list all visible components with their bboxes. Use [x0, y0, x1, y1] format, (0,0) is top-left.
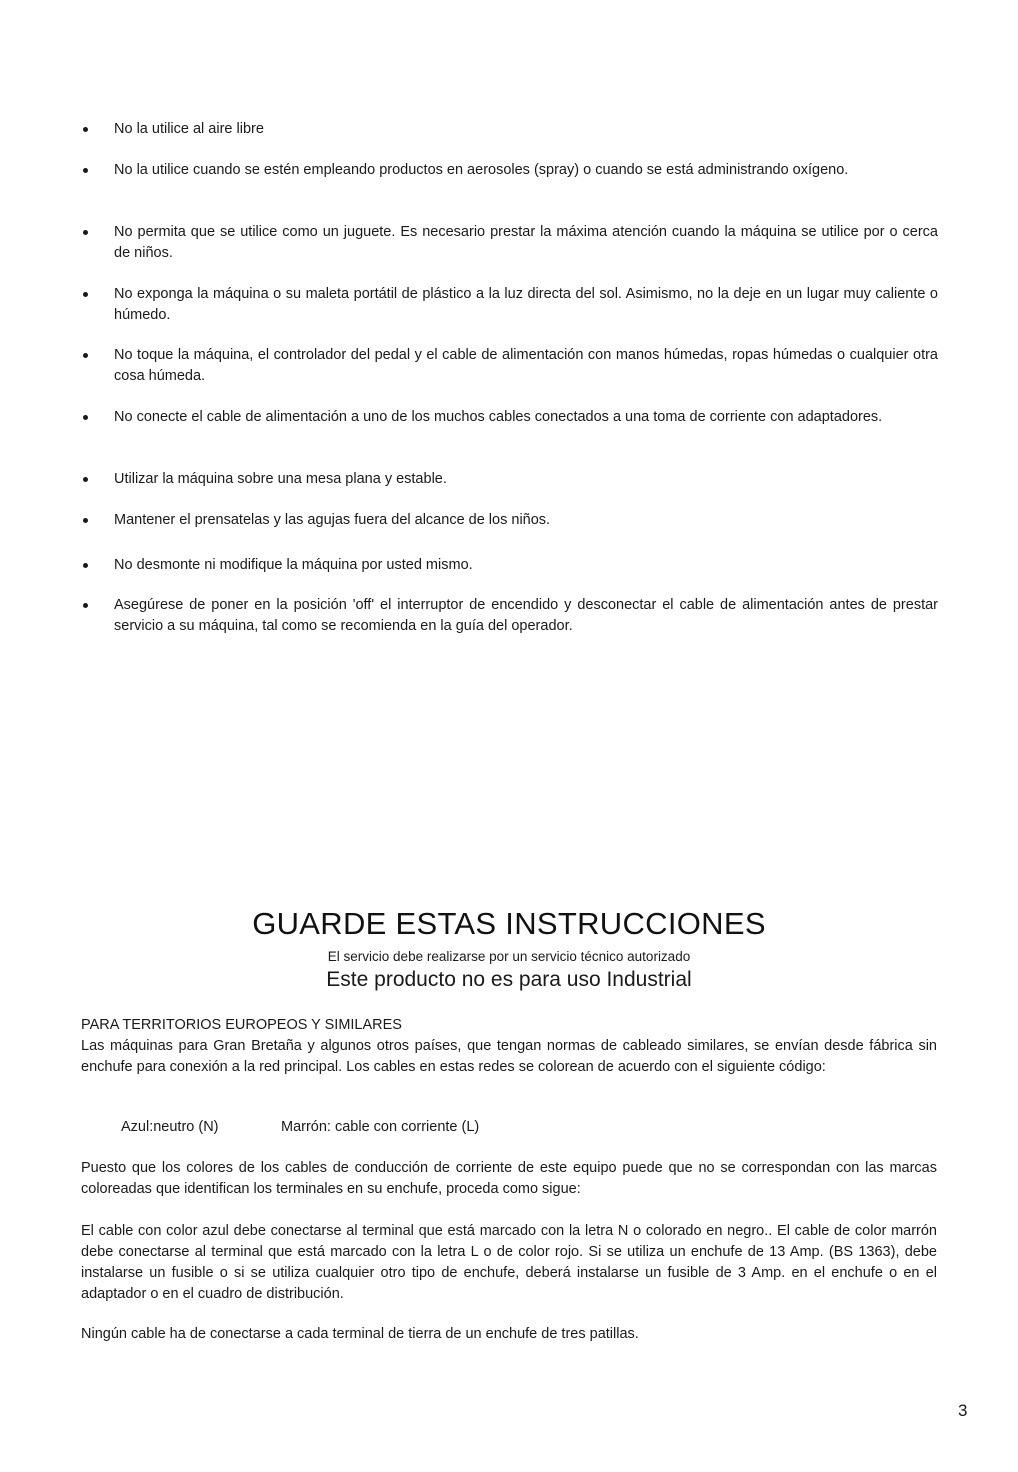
- cable-blue-label: Azul:neutro (N): [121, 1119, 219, 1135]
- warning-text: No conecte el cable de alimentación a uno de los muchos cables conectados a una toma de corriente con adaptadores.: [114, 409, 883, 425]
- bullet-icon: [83, 353, 88, 358]
- warning-item: [114, 222, 938, 264]
- warning-item: [114, 160, 938, 181]
- warning-item: [114, 555, 938, 576]
- warning-text: No toque la máquina, el controlador del pedal y el cable de alimentación con manos húmedas, ropas húmedas o cualquier otra cosa húmeda.: [114, 347, 938, 384]
- ground-terminal-paragraph: Ningún cable ha de conectarse a cada terminal de tierra de un enchufe de tres patillas.: [81, 1326, 639, 1342]
- warning-text: No la utilice al aire libre: [114, 121, 264, 137]
- page-number: 3: [958, 1401, 968, 1420]
- cable-color-codes: [121, 1117, 480, 1138]
- cable-connection-paragraph: El cable con color azul debe conectarse al terminal que está marcado con la letra N o colorado en negro.. El cable de color marrón debe conectarse al terminal que está marcado con la letra L o de color rojo. Si se utiliza un enchufe de 13 Amp. (BS 1363), debe instalarse un fusible o si se utiliza cualquier otro tipo de enchufe, deberá instalarse un fusible de 3 Amp. en el enchufe o en el adaptador o en el cuadro de distribución.: [81, 1223, 937, 1302]
- warning-item: [114, 119, 938, 140]
- cable-color-paragraph: Puesto que los colores de los cables de conducción de corriente de este equipo puede que no se correspondan con las marcas coloreadas que identifican los terminales en su enchufe, proceda como sigue:: [81, 1160, 937, 1197]
- bullet-icon: [83, 518, 88, 523]
- warning-text: No la utilice cuando se estén empleando productos en aerosoles (spray) o cuando se está administrando oxígeno.: [114, 162, 849, 178]
- warning-text: No permita que se utilice como un juguete. Es necesario prestar la máxima atención cuando la máquina se utilice por o cerca de niños.: [114, 224, 938, 261]
- warning-text: No desmonte ni modifique la máquina por usted mismo.: [114, 557, 473, 573]
- european-intro: Las máquinas para Gran Bretaña y algunos otros países, que tengan normas de cableado similares, se envían desde fábrica sin enchufe para conexión a la red principal. Los cables en estas redes se colorean de acuerdo con el siguiente código:: [81, 1038, 937, 1075]
- warning-item: [114, 407, 938, 428]
- warning-text: Mantener el prensatelas y las agujas fuera del alcance de los niños.: [114, 512, 551, 528]
- bullet-icon: [83, 603, 88, 608]
- cable-brown-label: Marrón: cable con corriente (L): [281, 1119, 480, 1135]
- warning-item: [114, 469, 938, 490]
- european-section-title: PARA TERRITORIOS EUROPEOS Y SIMILARES: [81, 1017, 402, 1033]
- warning-item: [114, 510, 938, 531]
- bullet-icon: [83, 292, 88, 297]
- bullet-icon: [83, 230, 88, 235]
- bullet-icon: [83, 477, 88, 482]
- main-heading: GUARDE ESTAS INSTRUCCIONES: [252, 906, 766, 941]
- bullet-icon: [83, 127, 88, 132]
- warning-item: [114, 595, 938, 637]
- bullet-icon: [83, 168, 88, 173]
- warning-text: Asegúrese de poner en la posición 'off' el interruptor de encendido y desconectar el cable de alimentación antes de prestar servicio a su máquina, tal como se recomienda en la guía del operador.: [114, 597, 938, 634]
- service-subtitle: El servicio debe realizarse por un servicio técnico autorizado: [327, 949, 691, 964]
- bullet-icon: [83, 563, 88, 568]
- warning-item: [114, 345, 938, 387]
- bullet-icon: [83, 415, 88, 420]
- industrial-note: Este producto no es para uso Industrial: [326, 968, 692, 991]
- warning-text: Utilizar la máquina sobre una mesa plana y estable.: [114, 471, 447, 487]
- warning-item: [114, 284, 938, 326]
- warning-text: No exponga la máquina o su maleta portátil de plástico a la luz directa del sol. Asimismo, no la deje en un lugar muy caliente o húmedo.: [114, 286, 938, 323]
